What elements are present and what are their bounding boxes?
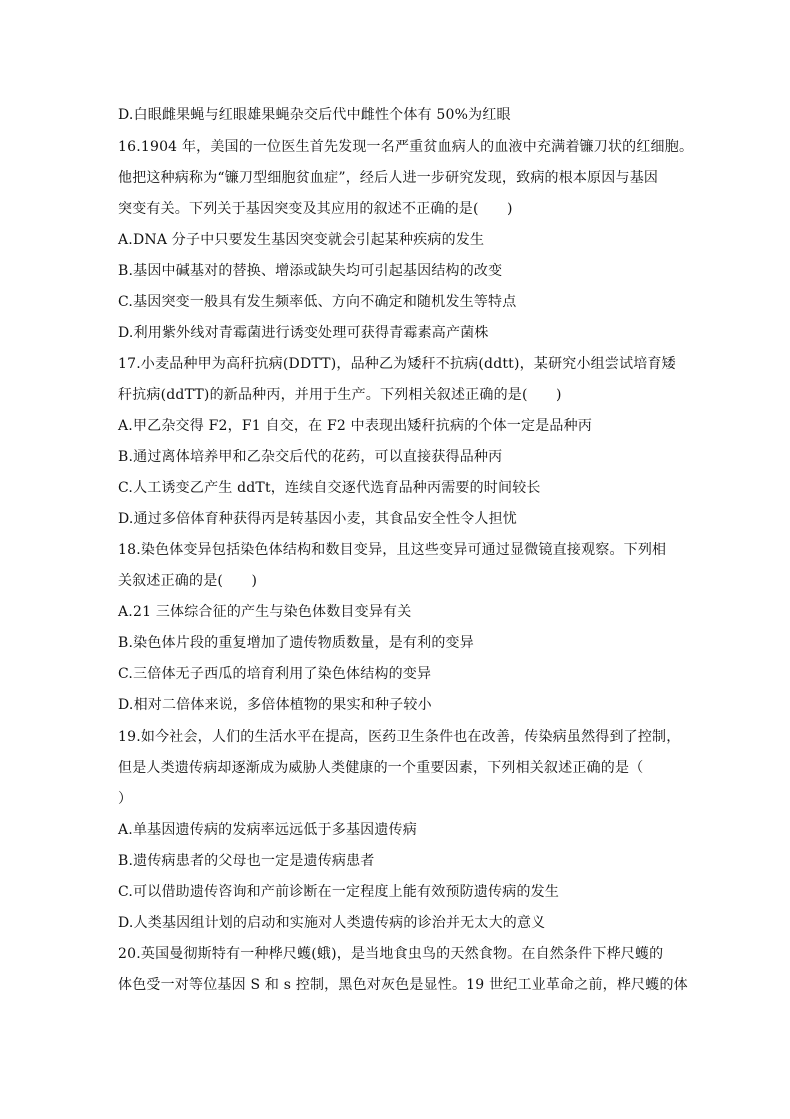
text-line: C.三倍体无子西瓜的培育利用了染色体结构的变异 — [118, 666, 432, 682]
text-line: C.可以借助遗传咨询和产前诊断在一定程度上能有效预防遗传病的发生 — [118, 884, 560, 900]
text-line: B.通过离体培养甲和乙杂交后代的花药，可以直接获得品种丙 — [118, 449, 503, 465]
text-line: 他把这种病称为“镰刀型细胞贫血症”，经后人进一步研究发现，致病的根本原因与基因 — [118, 170, 659, 186]
text-line: B.遗传病患者的父母也一定是遗传病患者 — [118, 853, 375, 869]
text-line: 17.小麦品种甲为高秆抗病(DDTT)，品种乙为矮秆不抗病(ddtt)，某研究小组尝试培育矮 — [118, 356, 676, 372]
text-line: 突变有关。下列关于基因突变及其应用的叙述不正确的是( ) — [118, 201, 513, 217]
text-line: A.甲乙杂交得 F2，F1 自交，在 F2 中表现出矮秆抗病的个体一定是品种丙 — [118, 418, 593, 434]
text-line: 但是人类遗传病却逐渐成为威胁人类健康的一个重要因素，下列相关叙述正确的是（ — [118, 760, 644, 776]
text-line: 关叙述正确的是( ) — [118, 573, 258, 589]
text-line: ） — [118, 791, 133, 807]
text-line: D.利用紫外线对青霉菌进行诱变处理可获得青霉素高产菌株 — [118, 325, 489, 341]
text-line: D.通过多倍体育种获得丙是转基因小麦，其食品安全性令人担忧 — [118, 511, 517, 527]
text-line: A.单基因遗传病的发病率远远低于多基因遗传病 — [118, 822, 417, 838]
text-line: 秆抗病(ddTT)的新品种丙，并用于生产。下列相关叙述正确的是( ) — [118, 387, 562, 403]
text-line: 20.英国曼彻斯特有一种桦尺蠖(蛾)，是当地食虫鸟的天然食物。在自然条件下桦尺蠖的 — [118, 946, 664, 962]
text-line: D.相对二倍体来说，多倍体植物的果实和种子较小 — [118, 697, 432, 713]
text-line: 19.如今社会，人们的生活水平在提高，医药卫生条件也在改善，传染病虽然得到了控制， — [118, 729, 681, 745]
text-line: C.人工诱变乙产生 ddTt，连续自交逐代选育品种丙需要的时间较长 — [118, 480, 541, 496]
text-line: 体色受一对等位基因 S 和 s 控制，黑色对灰色是显性。19 世纪工业革命之前，桦尺蠖的体 — [118, 977, 688, 993]
text-line: B.染色体片段的重复增加了遗传物质数量，是有利的变异 — [118, 635, 474, 651]
text-line: D.白眼雌果蝇与红眼雄果蝇杂交后代中雌性个体有 50%为红眼 — [118, 107, 511, 123]
text-line: D.人类基因组计划的启动和实施对人类遗传病的诊治并无太大的意义 — [118, 915, 546, 931]
text-line: 18.染色体变异包括染色体结构和数目变异，且这些变异可通过显微镜直接观察。下列相 — [118, 542, 667, 558]
text-line: 16.1904 年，美国的一位医生首先发现一名严重贫血病人的血液中充满着镰刀状的红细胞。 — [118, 139, 694, 155]
text-line: C.基因突变一般具有发生频率低、方向不确定和随机发生等特点 — [118, 294, 517, 310]
text-line: A.21 三体综合征的产生与染色体数目变异有关 — [118, 604, 412, 620]
text-line: B.基因中碱基对的替换、增添或缺失均可引起基因结构的改变 — [118, 263, 503, 279]
text-line: A.DNA 分子中只要发生基因突变就会引起某种疾病的发生 — [118, 232, 485, 248]
